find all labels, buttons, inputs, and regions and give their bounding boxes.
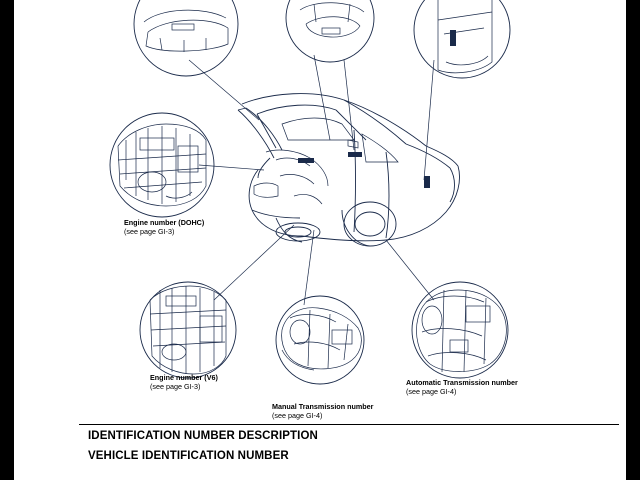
callout-reference: (see page GI-3): [124, 227, 175, 236]
subsection-heading: VEHICLE IDENTIFICATION NUMBER: [88, 450, 289, 462]
callout-title: Engine number (DOHC): [124, 218, 205, 227]
callout-title: Automatic Transmission number: [406, 378, 518, 387]
callout-title: Engine number (V6): [150, 373, 218, 382]
document-page: [14, 0, 626, 480]
callout-reference: (see page GI-3): [150, 382, 201, 391]
callout-automatic-transmission-number: [406, 378, 518, 396]
callout-title: Manual Transmission number: [272, 402, 374, 411]
vehicle-id-diagram: [14, 0, 626, 425]
callout-reference: (see page GI-4): [406, 387, 457, 396]
callout-engine-number-v6: [150, 373, 218, 391]
callout-reference: (see page GI-4): [272, 411, 323, 420]
callout-manual-transmission-number: [272, 402, 373, 420]
page-left-margin: [0, 0, 14, 480]
section-divider: [79, 424, 619, 425]
callout-engine-number-dohc: [124, 218, 204, 236]
page-right-margin: [626, 0, 640, 480]
section-heading: IDENTIFICATION NUMBER DESCRIPTION: [88, 430, 318, 442]
